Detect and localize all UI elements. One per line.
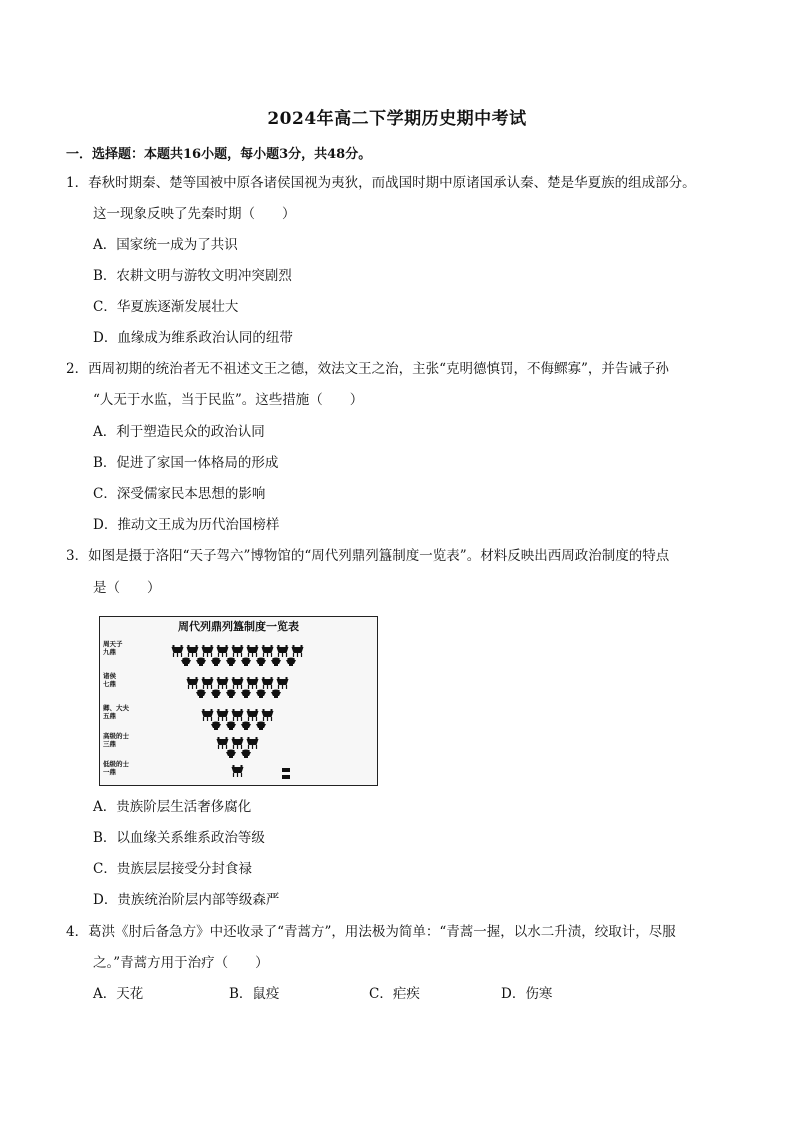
ding-icon xyxy=(217,737,229,749)
gui-icon xyxy=(226,690,236,699)
rank-label: 低级的士 一鼎 xyxy=(103,760,129,776)
ding-icon xyxy=(247,709,259,721)
ding-icon xyxy=(232,765,244,777)
ding-icon xyxy=(217,645,229,657)
rank-label: 高级的士 三鼎 xyxy=(103,732,129,748)
question-3-stem-line-1: 3．如图是摄于洛阳“天子驾六”博物馆的“周代列鼎列簋制度一览表”。材料反映出西周政治制度的特点 xyxy=(66,548,670,564)
question-2-option-a[interactable]: A．利于塑造民众的政治认同 xyxy=(93,424,265,440)
question-4-stem-line-1: 4．葛洪《肘后备急方》中还收录了“青蒿方”，用法极为简单：“青蒿一握，以水二升渍，绞取计，尽服 xyxy=(66,924,676,940)
gui-icon xyxy=(241,658,251,667)
gui-icon xyxy=(211,690,221,699)
ding-icon xyxy=(232,737,244,749)
gui-icon xyxy=(196,658,206,667)
gui-icon xyxy=(286,658,296,667)
question-3-option-d[interactable]: D．贵族统治阶层内部等级森严 xyxy=(93,892,280,908)
ding-icon xyxy=(232,677,244,689)
gui-icon xyxy=(241,722,251,731)
gui-icon xyxy=(226,658,236,667)
section-heading: 一．选择题：本题共16小题，每小题3分，共48分。 xyxy=(66,147,372,162)
gui-icon xyxy=(256,722,266,731)
question-3-option-c[interactable]: C．贵族层层接受分封食禄 xyxy=(93,861,252,877)
ding-icon xyxy=(187,645,199,657)
gui-icon xyxy=(211,658,221,667)
question-4-stem-line-2: 之。”青蒿方用于治疗（ ） xyxy=(93,955,269,971)
question-2-option-d[interactable]: D．推动文王成为历代治国榜样 xyxy=(93,517,280,533)
figure-title: 周代列鼎列簋制度一览表 xyxy=(178,620,299,633)
ding-icon xyxy=(232,645,244,657)
question-2-stem-line-1: 2．西周初期的统治者无不祖述文王之德，效法文王之治，主张“克明德慎罚，不侮鳏寡”，并告诫子孙 xyxy=(66,361,669,377)
ding-icon xyxy=(217,677,229,689)
ding-icon xyxy=(202,709,214,721)
rank-label: 周天子 九鼎 xyxy=(103,640,123,656)
ding-icon xyxy=(247,737,259,749)
question-4-option-c[interactable]: C．疟疾 xyxy=(369,986,420,1002)
question-1-option-d[interactable]: D．血缘成为维系政治认同的纽带 xyxy=(93,330,293,346)
ding-icon xyxy=(202,645,214,657)
question-3-stem-line-2: 是（ ） xyxy=(93,580,161,596)
ding-icon xyxy=(292,645,304,657)
ding-icon xyxy=(247,645,259,657)
question-3-option-a[interactable]: A．贵族阶层生活奢侈腐化 xyxy=(93,799,252,815)
question-4-option-a[interactable]: A．天花 xyxy=(93,986,144,1002)
ding-icon xyxy=(247,677,259,689)
question-2-stem-line-2: “人无于水监，当于民监”。这些措施（ ） xyxy=(93,392,364,408)
legend-gui-icon xyxy=(282,775,290,779)
ding-icon xyxy=(262,645,274,657)
question-4-option-d[interactable]: D．伤寒 xyxy=(501,986,553,1002)
gui-icon xyxy=(256,690,266,699)
gui-icon xyxy=(241,750,251,759)
gui-icon xyxy=(226,722,236,731)
question-2-option-b[interactable]: B．促进了家国一体格局的形成 xyxy=(93,455,279,471)
gui-icon xyxy=(211,722,221,731)
question-4-option-b[interactable]: B．鼠疫 xyxy=(229,986,280,1002)
gui-icon xyxy=(256,658,266,667)
ding-icon xyxy=(232,709,244,721)
ding-icon xyxy=(262,709,274,721)
ding-icon xyxy=(277,645,289,657)
question-3-option-b[interactable]: B．以血缘关系维系政治等级 xyxy=(93,830,265,846)
ding-icon xyxy=(172,645,184,657)
question-2-option-c[interactable]: C．深受儒家民本思想的影响 xyxy=(93,486,266,502)
ding-icon xyxy=(277,677,289,689)
question-1-option-c[interactable]: C．华夏族逐渐发展壮大 xyxy=(93,299,239,315)
ding-icon xyxy=(202,677,214,689)
question-1-option-b[interactable]: B．农耕文明与游牧文明冲突剧烈 xyxy=(93,268,292,284)
page-title: 2024年高二下学期历史期中考试 xyxy=(267,109,527,129)
gui-icon xyxy=(226,750,236,759)
ding-icon xyxy=(262,677,274,689)
gui-icon xyxy=(181,658,191,667)
rank-label: 诸侯 七鼎 xyxy=(103,672,116,688)
gui-icon xyxy=(196,690,206,699)
rank-label: 卿、大夫 五鼎 xyxy=(103,704,129,720)
ding-icon xyxy=(187,677,199,689)
gui-icon xyxy=(271,690,281,699)
gui-icon xyxy=(241,690,251,699)
question-1-option-a[interactable]: A．国家统一成为了共识 xyxy=(93,237,238,253)
question-1-stem-line-2: 这一现象反映了先秦时期（ ） xyxy=(93,206,296,222)
gui-icon xyxy=(271,658,281,667)
legend-ding-icon xyxy=(282,768,290,772)
ding-icon xyxy=(217,709,229,721)
ding-gui-pyramid xyxy=(100,617,377,785)
ding-gui-table-image xyxy=(99,616,378,786)
question-1-stem-line-1: 1．春秋时期秦、楚等国被中原各诸侯国视为夷狄，而战国时期中原诸国承认秦、楚是华夏族的组成部分。 xyxy=(66,175,696,191)
